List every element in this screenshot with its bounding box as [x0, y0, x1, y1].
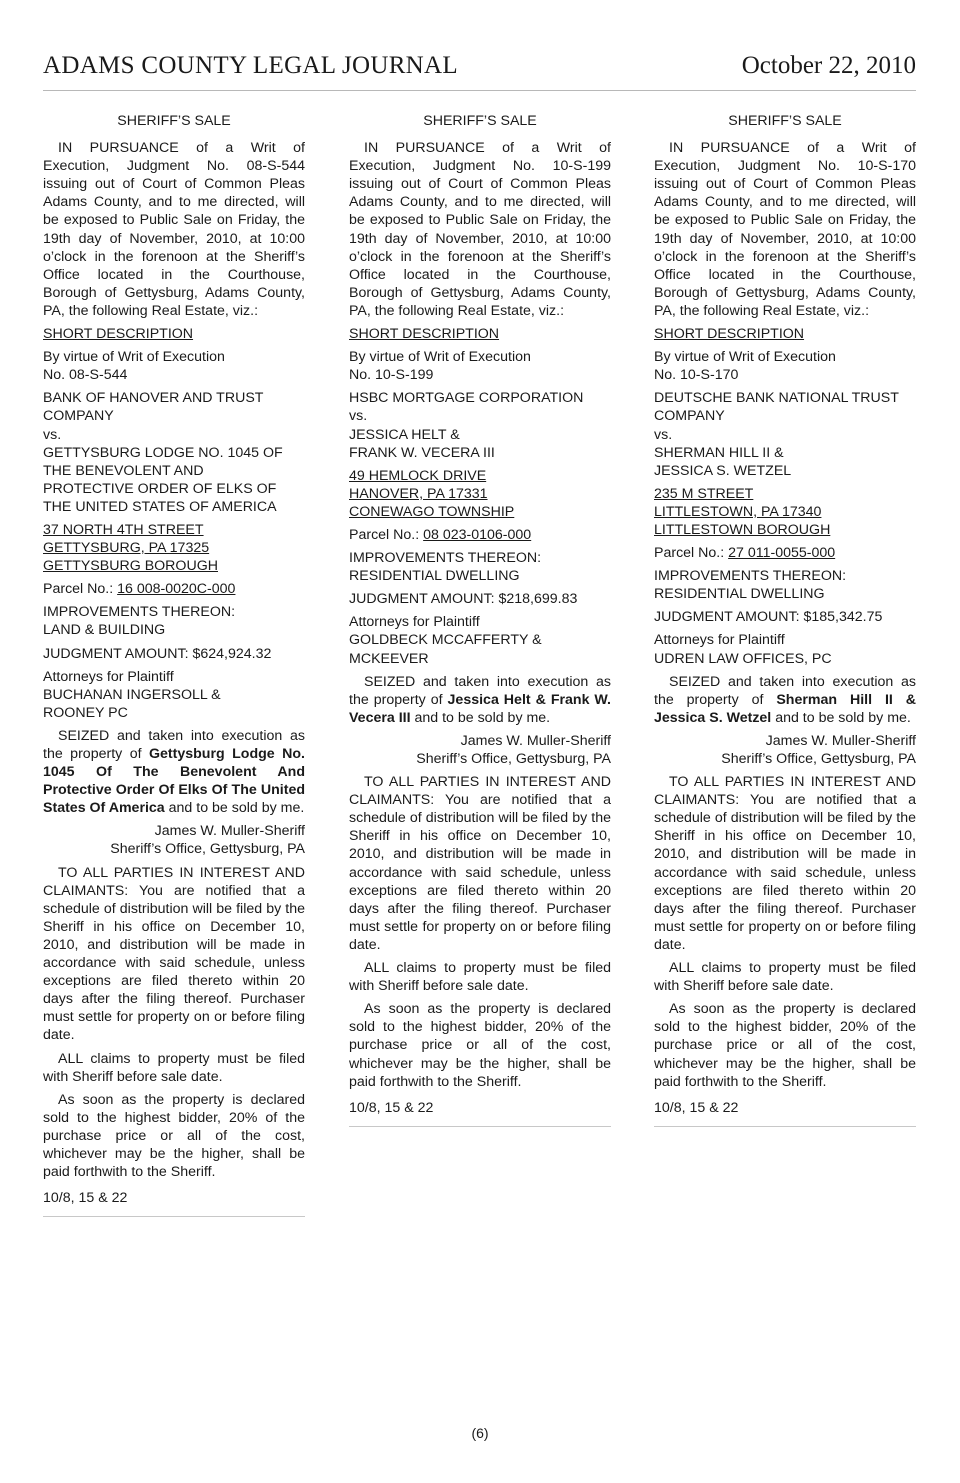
- parcel-label: Parcel No.:: [349, 526, 424, 543]
- versus: vs.: [43, 426, 62, 443]
- seized-owner: Jessica Helt & Frank W. Vecera III: [349, 691, 611, 726]
- sheriff-office: Sheriff’s Office, Gettysburg, PA: [721, 751, 916, 767]
- parcel-number: 27 011-0055-000: [728, 545, 836, 562]
- plaintiff-line: DEUTSCHE BANK NATIONAL TRUST: [654, 390, 899, 407]
- short-description-label: SHORT DESCRIPTION: [349, 326, 500, 343]
- sheriff-sale-notice-1: [43, 112, 305, 1217]
- journal-title: ADAMS COUNTY LEGAL JOURNAL: [43, 52, 458, 79]
- improvements: [349, 549, 611, 585]
- plaintiff-line: BANK OF HANOVER AND TRUST: [43, 390, 264, 407]
- plaintiff-line: COMPANY: [654, 408, 725, 425]
- page-number: (6): [471, 1425, 489, 1441]
- short-description-heading: [349, 325, 611, 343]
- publication-dates: 10/8, 15 & 22: [43, 1190, 128, 1207]
- plaintiff-line: HSBC MORTGAGE CORPORATION: [349, 390, 584, 407]
- property-address-line: GETTYSBURG, PA 17325: [43, 540, 210, 557]
- sheriff-name: James W. Muller-Sheriff: [765, 732, 916, 749]
- parties-block: [349, 389, 611, 461]
- judgment-amount: JUDGMENT AMOUNT: $185,342.75: [654, 609, 883, 626]
- intro-paragraph: IN PURSUANCE of a Writ of Execution, Judgment No. 10-S-170 issuing out of Court of Common Pleas Adams County, and to me directed, will be exposed to Public Sale on Friday, the 19th day of November, 2010, at 10:00 o’clock in the forenoon at the Sheriff’s Office located in the Courthouse, Borough of Gettysburg, Adams County, PA, the following Real Estate, viz.:: [654, 140, 916, 319]
- writ-line: By virtue of Writ of Execution: [349, 349, 531, 366]
- writ-block: [43, 348, 305, 384]
- property-address-line: 235 M STREET: [654, 485, 754, 502]
- seized-paragraph: [43, 727, 305, 817]
- parcel-block: [349, 526, 611, 544]
- writ-block: [349, 348, 611, 384]
- sheriff-name: James W. Muller-Sheriff: [460, 732, 611, 749]
- property-address: [43, 521, 305, 575]
- attorneys-block: [349, 613, 611, 667]
- bidder-notice: As soon as the property is declared sold to the highest bidder, 20% of the purchase price or all of the cost, whichever may be the higher, shall be paid forthwith to the Sheriff.: [43, 1091, 305, 1181]
- notice-divider: [654, 1126, 916, 1127]
- notice-divider: [43, 1216, 305, 1217]
- sheriff-sale-notice-3: [654, 112, 916, 1127]
- improvements-line: IMPROVEMENTS THEREON:: [349, 550, 542, 567]
- property-address-line: 49 HEMLOCK DRIVE: [349, 467, 487, 484]
- seized-text-end: and to be sold by me.: [410, 709, 551, 726]
- short-description-label: SHORT DESCRIPTION: [43, 326, 194, 343]
- property-address-line: LITTLESTOWN BOROUGH: [654, 521, 831, 538]
- seized-text-end: and to be sold by me.: [771, 709, 911, 726]
- property-address-line: 37 NORTH 4TH STREET: [43, 521, 204, 538]
- attorneys-label: Attorneys for Plaintiff: [43, 668, 174, 685]
- sheriff-signature: [43, 822, 305, 858]
- parcel-number: 16 008-0020C-000: [117, 581, 236, 598]
- property-address-line: LITTLESTOWN, PA 17340: [654, 503, 822, 520]
- improvements-line: RESIDENTIAL DWELLING: [349, 568, 520, 585]
- seized-paragraph: [349, 673, 611, 727]
- parcel-number: 08 023-0106-000: [423, 526, 532, 543]
- attorneys-label: Attorneys for Plaintiff: [654, 632, 785, 649]
- attorney-line: UDREN LAW OFFICES, PC: [654, 650, 832, 667]
- improvements-line: LAND & BUILDING: [43, 622, 166, 639]
- writ-block: [654, 348, 916, 384]
- notice-title: SHERIFF’S SALE: [728, 113, 842, 129]
- attorneys-block: [654, 631, 916, 667]
- sheriff-sale-notice-2: [349, 112, 611, 1127]
- seized-owner: Sherman Hill II & Jessica S. Wetzel: [654, 691, 916, 726]
- parcel-label: Parcel No.:: [654, 545, 729, 562]
- distribution-notice: TO ALL PARTIES IN INTEREST AND CLAIMANTS: You are notified that a schedule of distribution will be filed by the Sheriff in his office on December 10, 2010, and distribution will be made in accordance with said schedule, unless exceptions are filed thereto within 20 days after the filing thereof. Purchaser must settle for property on or before filing date.: [349, 774, 611, 953]
- defendant-line: JESSICA S. WETZEL: [654, 462, 792, 479]
- short-description-label: SHORT DESCRIPTION: [654, 326, 805, 343]
- defendant-line: GETTYSBURG LODGE NO. 1045 OF: [43, 444, 283, 461]
- judgment-amount: JUDGMENT AMOUNT: $218,699.83: [349, 591, 578, 608]
- property-address: [654, 485, 916, 539]
- attorney-line: ROONEY PC: [43, 704, 128, 721]
- intro-paragraph: IN PURSUANCE of a Writ of Execution, Judgment No. 10-S-199 issuing out of Court of Common Pleas Adams County, and to me directed, will be exposed to Public Sale on Friday, the 19th day of November, 2010, at 10:00 o’clock in the forenoon at the Sheriff’s Office located in the Courthouse, Borough of Gettysburg, Adams County, PA, the following Real Estate, viz.:: [349, 140, 611, 319]
- attorneys-label: Attorneys for Plaintiff: [349, 614, 480, 631]
- seized-text: SEIZED and taken into execution as the property of: [349, 673, 611, 708]
- bidder-notice: As soon as the property is declared sold to the highest bidder, 20% of the purchase price or all of the cost, whichever may be the higher, shall be paid forthwith to the Sheriff.: [654, 1001, 916, 1090]
- intro-paragraph: IN PURSUANCE of a Writ of Execution, Judgment No. 08-S-544 issuing out of Court of Common Pleas Adams County, and to me directed, will be exposed to Public Sale on Friday, the 19th day of November, 2010, at 10:00 o’clock in the forenoon at the Sheriff’s Office located in the Courthouse, Borough of Gettysburg, Adams County, PA, the following Real Estate, viz.:: [43, 140, 305, 319]
- defendant-line: THE BENEVOLENT AND: [43, 462, 204, 479]
- notice-divider: [349, 1126, 611, 1127]
- writ-number: No. 10-S-170: [654, 367, 739, 384]
- property-address-line: GETTYSBURG BOROUGH: [43, 558, 218, 575]
- defendant-line: JESSICA HELT &: [349, 426, 460, 443]
- sheriff-name: James W. Muller-Sheriff: [154, 823, 305, 840]
- attorney-line: MCKEEVER: [349, 650, 429, 667]
- claims-notice: ALL claims to property must be filed with Sheriff before sale date.: [654, 960, 916, 995]
- improvements-line: IMPROVEMENTS THEREON:: [654, 568, 847, 585]
- property-address-line: HANOVER, PA 17331: [349, 485, 488, 502]
- defendant-line: PROTECTIVE ORDER OF ELKS OF: [43, 480, 277, 497]
- parties-block: [43, 389, 305, 516]
- publication-dates: 10/8, 15 & 22: [654, 1099, 739, 1116]
- attorney-line: BUCHANAN INGERSOLL &: [43, 686, 221, 703]
- page-header: [43, 50, 916, 91]
- short-description-heading: [654, 325, 916, 343]
- claims-notice: ALL claims to property must be filed with Sheriff before sale date.: [349, 960, 611, 995]
- distribution-notice: TO ALL PARTIES IN INTEREST AND CLAIMANTS: You are notified that a schedule of distribution will be filed by the Sheriff in his office on December 10, 2010, and distribution will be made in accordance with said schedule, unless exceptions are filed thereto within 20 days after the filing thereof. Purchaser must settle for property on or before filing date.: [654, 774, 916, 953]
- seized-text: SEIZED and taken into execution as the property of: [654, 673, 916, 708]
- property-address: [349, 467, 611, 521]
- notice-title: SHERIFF’S SALE: [117, 113, 231, 129]
- defendant-line: THE UNITED STATES OF AMERICA: [43, 498, 277, 515]
- improvements-line: RESIDENTIAL DWELLING: [654, 586, 825, 603]
- issue-date: October 22, 2010: [741, 52, 916, 79]
- parties-block: [654, 389, 916, 479]
- notice-title: SHERIFF’S SALE: [423, 113, 537, 129]
- sheriff-signature: [349, 732, 611, 768]
- defendant-line: FRANK W. VECERA III: [349, 444, 495, 461]
- judgment-amount: JUDGMENT AMOUNT: $624,924.32: [43, 645, 272, 662]
- distribution-notice: TO ALL PARTIES IN INTEREST AND CLAIMANTS: You are notified that a schedule of distribution will be filed by the Sheriff in his office on December 10, 2010, and distribution will be made in accordance with said schedule, unless exceptions are filed thereto within 20 days after the filing thereof. Purchaser must settle for property on or before filing date.: [43, 864, 305, 1044]
- parcel-block: [43, 580, 305, 598]
- parcel-block: [654, 544, 916, 562]
- property-address-line: CONEWAGO TOWNSHIP: [349, 503, 515, 520]
- attorney-line: GOLDBECK MCCAFFERTY &: [349, 632, 542, 649]
- sheriff-signature: [654, 732, 916, 768]
- improvements: [43, 603, 305, 639]
- claims-notice: ALL claims to property must be filed with Sheriff before sale date.: [43, 1050, 305, 1085]
- sheriff-office: Sheriff’s Office, Gettysburg, PA: [416, 751, 611, 767]
- short-description-heading: [43, 325, 305, 343]
- writ-number: No. 08-S-544: [43, 367, 128, 384]
- improvements-line: IMPROVEMENTS THEREON:: [43, 604, 236, 621]
- writ-line: By virtue of Writ of Execution: [654, 349, 836, 366]
- writ-number: No. 10-S-199: [349, 367, 434, 384]
- parcel-label: Parcel No.:: [43, 581, 118, 598]
- sheriff-office: Sheriff’s Office, Gettysburg, PA: [110, 841, 305, 858]
- improvements: [654, 567, 916, 603]
- versus: vs.: [349, 408, 368, 425]
- versus: vs.: [654, 426, 673, 443]
- seized-paragraph: [654, 673, 916, 727]
- seized-text-end: and to be sold by me.: [164, 800, 305, 817]
- defendant-line: SHERMAN HILL II &: [654, 444, 784, 461]
- writ-line: By virtue of Writ of Execution: [43, 349, 225, 366]
- seized-text: SEIZED and taken into execution as the property of: [43, 727, 305, 762]
- seized-owner: Gettysburg Lodge No. 1045 Of The Benevolent And Protective Order Of Elks Of The United States Of America: [43, 746, 305, 817]
- bidder-notice: As soon as the property is declared sold to the highest bidder, 20% of the purchase price or all of the cost, whichever may be the higher, shall be paid forthwith to the Sheriff.: [349, 1001, 611, 1090]
- attorneys-block: [43, 668, 305, 722]
- plaintiff-line: COMPANY: [43, 408, 114, 425]
- publication-dates: 10/8, 15 & 22: [349, 1099, 434, 1116]
